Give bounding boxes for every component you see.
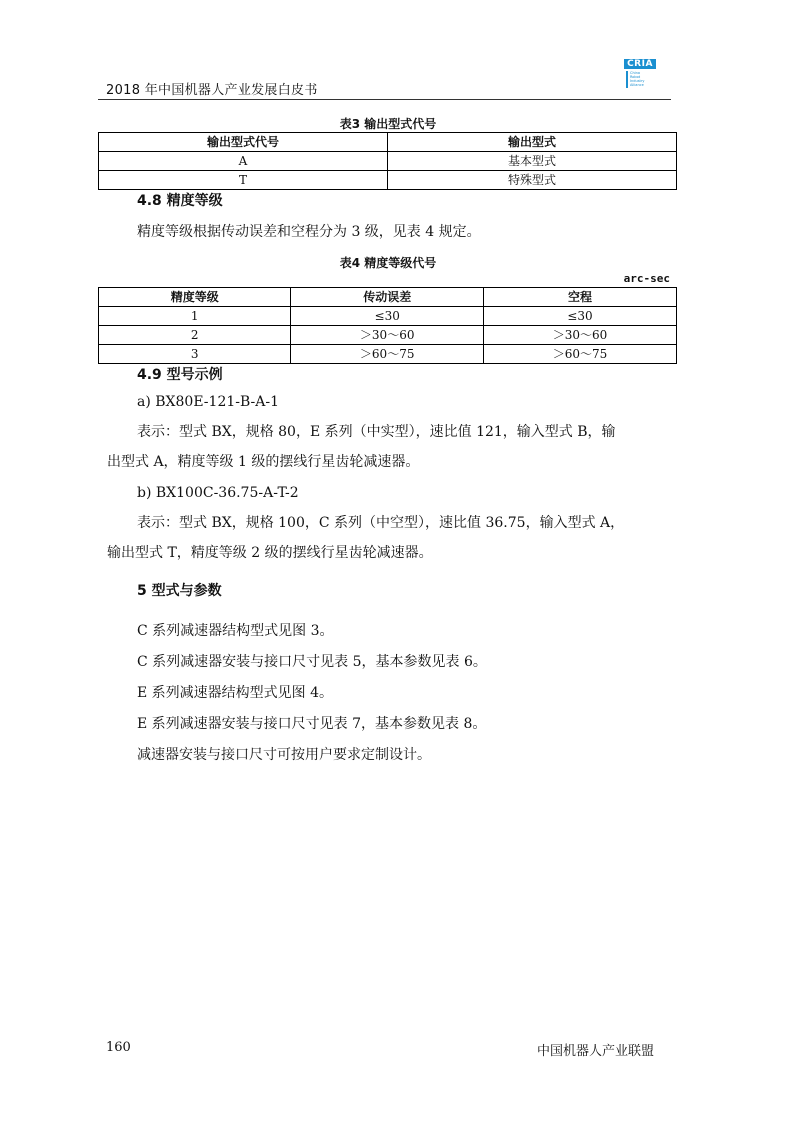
table4-unit: arc-sec: [623, 272, 670, 285]
header-rule: [98, 99, 671, 100]
table-cell: 1: [99, 307, 291, 326]
footer-organization: 中国机器人产业联盟: [537, 1044, 655, 1059]
table-cell: 3: [99, 345, 291, 364]
table-cell: 特殊型式: [388, 171, 677, 190]
table-row: [99, 152, 677, 171]
example-b-line-2: 输出型式 T，精度等级 2 级的摆线行星齿轮减速器。: [107, 545, 433, 561]
page-number: 160: [106, 1040, 131, 1055]
section-5-line-3: E 系列减速器结构型式见图 4。: [137, 685, 334, 701]
section-5-line-4: E 系列减速器安装与接口尺寸见表 7，基本参数见表 8。: [137, 716, 487, 732]
logo-line-4: Alliance: [630, 83, 644, 87]
table-row: [99, 345, 677, 364]
table-cell: ≤30: [291, 307, 483, 326]
table4: [98, 287, 677, 364]
table4-caption: 表4 精度等级代号: [339, 256, 437, 270]
cria-logo: [624, 59, 656, 89]
table-cell: ＞60～75: [483, 345, 676, 364]
example-a-line-2: 出型式 A，精度等级 1 级的摆线行星齿轮减速器。: [107, 454, 420, 470]
table3: [98, 132, 677, 190]
example-a-line-1: 表示：型式 BX，规格 80，E 系列（中实型），速比值 121，输入型式 B，输: [137, 424, 616, 440]
table-header-cell: 精度等级: [99, 288, 291, 307]
logo-line-2: Robot: [630, 75, 641, 79]
table3-caption: 表3 输出型式代号: [339, 117, 437, 131]
table-row: [99, 326, 677, 345]
section-4-8-heading: 4.8 精度等级: [137, 193, 223, 209]
running-header-title: 2018 年中国机器人产业发展白皮书: [106, 83, 318, 98]
logo-accent-bar: [626, 71, 628, 88]
table-cell: ≤30: [483, 307, 676, 326]
section-5-line-5: 减速器安装与接口尺寸可按用户要求定制设计。: [137, 747, 431, 763]
logo-wordmark: CRIA: [624, 59, 656, 69]
table-row: [99, 171, 677, 190]
logo-line-1: China: [630, 71, 640, 75]
logo-line-3: Industry: [630, 79, 645, 83]
table-header-row: [99, 133, 677, 152]
table-header-cell: 输出型式: [388, 133, 677, 152]
section-4-8-paragraph: 精度等级根据传动误差和空程分为 3 级，见表 4 规定。: [137, 224, 481, 240]
table-header-cell: 空程: [483, 288, 676, 307]
section-4-9-heading: 4.9 型号示例: [137, 367, 223, 383]
section-5-line-1: C 系列减速器结构型式见图 3。: [137, 623, 334, 639]
example-a-model: a) BX80E-121-B-A-1: [137, 394, 280, 410]
table-cell: 2: [99, 326, 291, 345]
table-cell: ＞60～75: [291, 345, 483, 364]
table-cell: T: [99, 171, 388, 190]
table-header-cell: 传动误差: [291, 288, 483, 307]
table-cell: ＞30～60: [483, 326, 676, 345]
section-5-line-2: C 系列减速器安装与接口尺寸见表 5，基本参数见表 6。: [137, 654, 487, 670]
table-row: [99, 307, 677, 326]
table-header-row: [99, 288, 677, 307]
example-b-line-1: 表示：型式 BX，规格 100，C 系列（中空型），速比值 36.75，输入型式 A，: [137, 515, 625, 531]
table-cell: A: [99, 152, 388, 171]
section-5-heading: 5 型式与参数: [137, 583, 222, 599]
table-cell: ＞30～60: [291, 326, 483, 345]
table-header-cell: 输出型式代号: [99, 133, 388, 152]
example-b-model: b) BX100C-36.75-A-T-2: [137, 485, 299, 501]
table-cell: 基本型式: [388, 152, 677, 171]
